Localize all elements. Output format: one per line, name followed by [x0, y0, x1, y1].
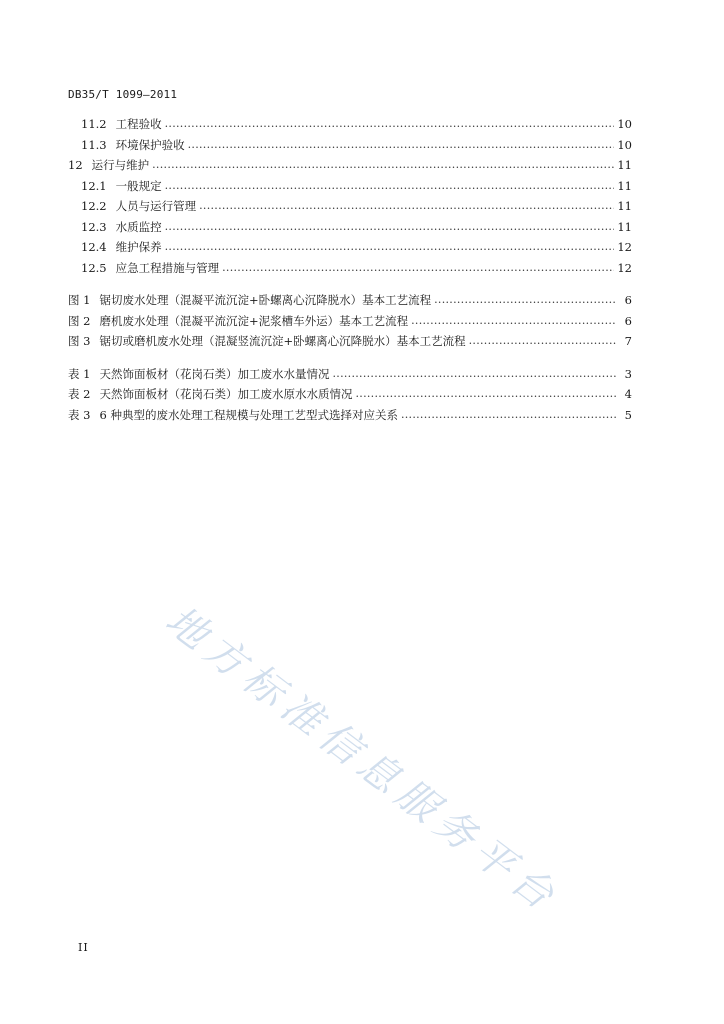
dot-leader: [165, 217, 615, 238]
table-title: 6 种典型的废水处理工程规模与处理工艺型式选择对应关系: [99, 407, 398, 422]
section-spacer: [68, 352, 632, 364]
toc-entry[interactable]: [68, 217, 632, 238]
toc-entry-page: 12: [617, 240, 632, 254]
toc-entry[interactable]: [68, 196, 632, 217]
toc-entry[interactable]: [68, 237, 632, 258]
dot-leader: [165, 237, 615, 258]
toc-table-entry[interactable]: [68, 384, 632, 405]
figure-page: 6: [624, 313, 632, 328]
toc-entry-title: 维护保养: [115, 240, 162, 254]
table-title: 天然饰面板材（花岗石类）加工废水水量情况: [99, 366, 330, 381]
dot-leader: [165, 176, 615, 197]
dot-leader: [188, 135, 615, 156]
table-of-contents: [68, 114, 632, 425]
toc-entry-title: 应急工程措施与管理: [115, 260, 220, 275]
toc-entry-page: 11: [617, 178, 632, 193]
section-spacer: [68, 278, 632, 290]
toc-entry-title: 运行与维护: [91, 158, 150, 172]
table-page: 5: [624, 407, 632, 422]
watermark-text: 地方标准信息服务平台: [156, 597, 568, 923]
figure-title: 锯切废水处理（混凝平流沉淀+卧螺离心沉降脱水）基本工艺流程: [99, 293, 432, 307]
toc-entry-number: 12.5: [81, 260, 107, 275]
table-page: 3: [624, 366, 632, 381]
dot-leader: [332, 364, 617, 385]
dot-leader: [411, 311, 617, 332]
toc-entry-page: 10: [617, 137, 632, 152]
document-id-header: DB35/T 1099—2011: [68, 88, 178, 101]
figure-number: 图 3: [68, 334, 91, 348]
toc-figure-entry[interactable]: [68, 311, 632, 332]
figure-page: 6: [624, 293, 632, 307]
toc-table-entry[interactable]: [68, 405, 632, 426]
toc-entry-title: 人员与运行管理: [115, 199, 197, 213]
toc-entry[interactable]: [68, 176, 632, 197]
toc-entry-number: 12.2: [81, 199, 107, 213]
toc-entry-title: 工程验收: [115, 117, 162, 131]
toc-entry-number: 12.4: [81, 240, 107, 254]
toc-figure-entry[interactable]: [68, 331, 632, 352]
toc-entry-number: 11.3: [81, 137, 107, 152]
dot-leader: [152, 155, 614, 176]
toc-entry-number: 12.1: [81, 178, 107, 193]
toc-table-entry[interactable]: [68, 364, 632, 385]
toc-entry-page: 10: [617, 117, 632, 131]
toc-figure-entry[interactable]: [68, 290, 632, 311]
figure-title: 锯切或磨机废水处理（混凝竖流沉淀+卧螺离心沉降脱水）基本工艺流程: [99, 334, 466, 348]
figure-title: 磨机废水处理（混凝平流沉淀+泥浆槽车外运）基本工艺流程: [99, 313, 409, 328]
dot-leader: [469, 331, 617, 352]
dot-leader: [222, 258, 614, 279]
figure-page: 7: [624, 334, 632, 348]
toc-entry-page: 11: [617, 199, 632, 213]
figure-number: 图 2: [68, 313, 91, 328]
toc-entry-number: 12: [68, 158, 83, 172]
dot-leader: [165, 114, 615, 135]
toc-entry-number: 12.3: [81, 219, 107, 234]
toc-entry-page: 11: [617, 219, 632, 234]
toc-entry-title: 一般规定: [115, 178, 162, 193]
dot-leader: [401, 405, 617, 426]
dot-leader: [434, 290, 617, 311]
toc-entry-page: 11: [617, 158, 632, 172]
toc-entry[interactable]: [68, 155, 632, 176]
toc-entry-page: 12: [617, 260, 632, 275]
table-page: 4: [624, 387, 632, 401]
toc-entry-number: 11.2: [81, 117, 107, 131]
table-number: 表 3: [68, 407, 91, 422]
table-number: 表 1: [68, 366, 91, 381]
dot-leader: [199, 196, 614, 217]
page-number-footer: II: [78, 941, 89, 954]
table-title: 天然饰面板材（花岗石类）加工废水原水水质情况: [99, 387, 353, 401]
figure-number: 图 1: [68, 293, 91, 307]
toc-entry-title: 水质监控: [115, 219, 162, 234]
dot-leader: [355, 384, 617, 405]
table-number: 表 2: [68, 387, 91, 401]
toc-entry[interactable]: [68, 114, 632, 135]
toc-entry[interactable]: [68, 135, 632, 156]
toc-entry[interactable]: [68, 258, 632, 279]
toc-entry-title: 环境保护验收: [115, 137, 185, 152]
